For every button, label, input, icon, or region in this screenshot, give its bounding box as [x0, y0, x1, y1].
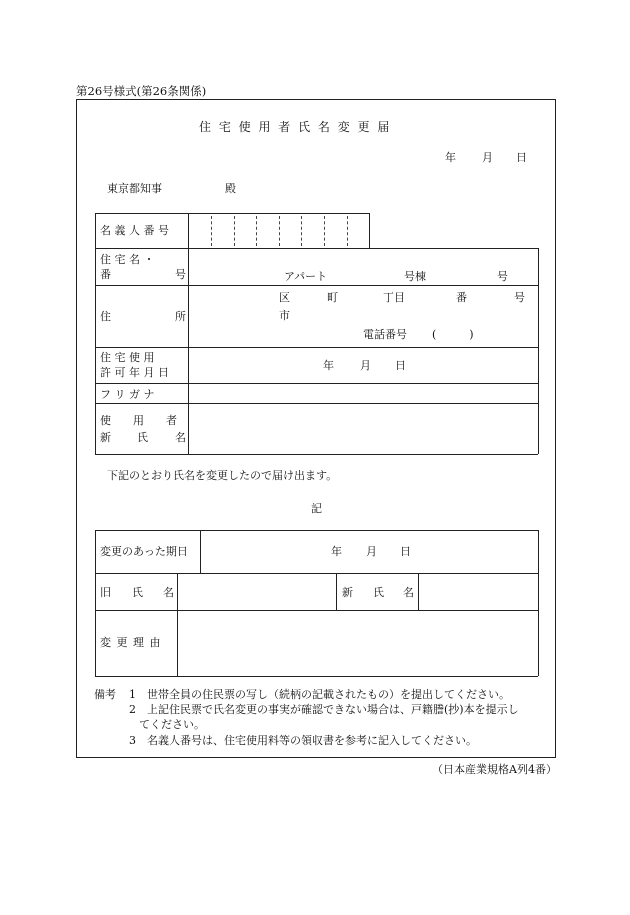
ku-label: 区 — [279, 291, 290, 304]
honorific: 殿 — [225, 182, 236, 195]
label-nominee-number: 名 義 人 番 号 — [100, 224, 169, 237]
nominee-number-input[interactable] — [188, 214, 369, 247]
change-month: 月 — [366, 545, 377, 558]
label-address-b: 所 — [175, 310, 186, 323]
addressee: 東京都知事 — [107, 182, 162, 195]
building-no-label: 号棟 — [404, 270, 426, 283]
old-name-input[interactable] — [178, 574, 336, 609]
ki-label: 記 — [311, 502, 322, 515]
date-day: 日 — [516, 151, 527, 164]
label-old-name-a: 旧 — [100, 586, 111, 599]
label-housing-name-2b: 号 — [175, 268, 186, 281]
note-2-line-2: てください。 — [139, 718, 205, 731]
phone-label: 電話番号 — [363, 328, 407, 341]
change-year: 年 — [331, 545, 342, 558]
room-no-label: 号 — [497, 270, 508, 283]
notes-label: 備考 — [94, 688, 116, 701]
machi-label: 町 — [327, 291, 338, 304]
label-reason: 変 更 理 由 — [100, 636, 162, 649]
label-address-a: 住 — [100, 310, 111, 323]
go-label: 号 — [514, 291, 525, 304]
label-new-name-c: 名 — [403, 586, 414, 599]
address-input[interactable] — [189, 286, 537, 346]
note-3: 名義人番号は、住宅使用料等の領収書を参考に記入してください。 — [147, 734, 477, 747]
ban-label: 番 — [456, 291, 467, 304]
new-name-input[interactable] — [189, 404, 537, 453]
note-1: 世帯全員の住民票の写し（続柄の記載されたもの）を提出してください。 — [147, 688, 510, 701]
date-month: 月 — [482, 151, 493, 164]
permit-day: 日 — [395, 359, 406, 372]
reason-input[interactable] — [178, 611, 537, 675]
change-day: 日 — [400, 545, 411, 558]
housing-name-input[interactable] — [189, 249, 537, 284]
label-old-name-b: 氏 — [132, 586, 143, 599]
furigana-input[interactable] — [189, 384, 537, 402]
date-year: 年 — [445, 151, 456, 164]
form-title: 住 宅 使 用 者 氏 名 変 更 届 — [199, 120, 392, 134]
label-user-2b: 氏 — [137, 431, 148, 444]
chome-label: 丁目 — [383, 291, 405, 304]
note-1-number: 1 — [129, 688, 136, 701]
label-furigana: フ リ ガ ナ — [100, 388, 155, 401]
permit-month: 月 — [360, 359, 371, 372]
shi-label: 市 — [279, 309, 290, 322]
label-permit-1: 住 宅 使 用 — [100, 351, 155, 364]
form-number: 第26号様式(第26条関係) — [76, 84, 207, 98]
label-user-2c: 名 — [175, 431, 186, 444]
label-housing-name-2a: 番 — [100, 268, 111, 281]
label-new-name-b: 氏 — [373, 586, 384, 599]
new-name-field[interactable] — [419, 574, 537, 609]
paper-size: （日本産業規格A列4番） — [432, 763, 557, 776]
note-3-number: 3 — [129, 734, 136, 747]
phone-paren: ( ) — [432, 328, 474, 341]
label-new-name-a: 新 — [342, 586, 353, 599]
apartment-label: アパート — [284, 270, 328, 283]
label-permit-2: 許 可 年 月 日 — [100, 366, 169, 379]
label-user-1: 使 用 者 — [100, 414, 177, 427]
label-change-date: 変更のあった期日 — [100, 545, 188, 558]
note-2-number: 2 — [129, 703, 136, 716]
permit-date-input[interactable] — [189, 348, 537, 382]
label-user-2a: 新 — [100, 431, 111, 444]
note-2-line-1: 上記住民票で氏名変更の事実が確認できない場合は、戸籍謄(抄)本を提示し — [147, 703, 519, 716]
statement: 下記のとおり氏名を変更したので届け出ます。 — [107, 469, 338, 482]
change-date-input[interactable] — [201, 531, 537, 572]
label-old-name-c: 名 — [163, 586, 174, 599]
label-housing-name-1: 住 宅 名 ・ — [100, 253, 155, 266]
permit-year: 年 — [323, 359, 334, 372]
